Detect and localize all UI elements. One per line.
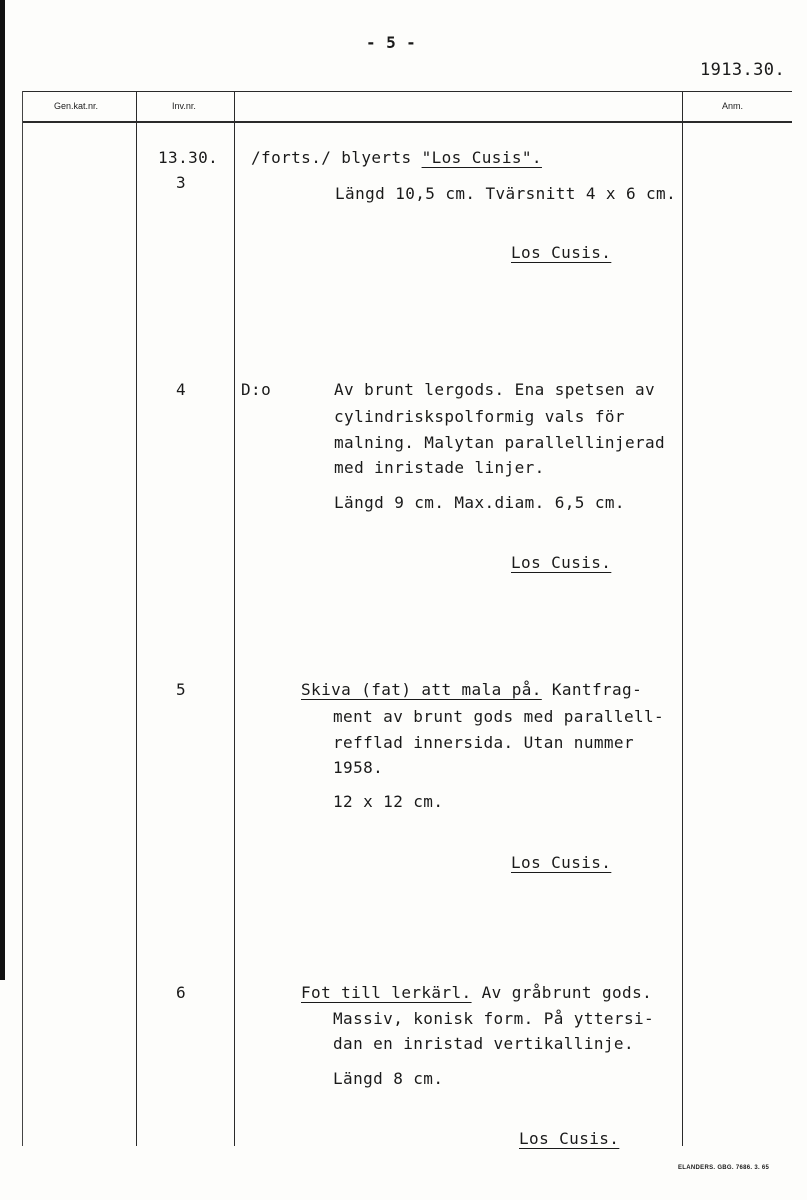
description-line: med inristade linjer. <box>334 458 545 477</box>
header-gen-kat: Gen.kat.nr. <box>54 101 99 111</box>
description-line: dan en inristad vertikallinje. <box>333 1034 634 1053</box>
description-line: cylindriskspolformig vals för <box>334 407 625 426</box>
inv-number: 3 <box>176 173 187 192</box>
description-line: Längd 9 cm. Max.diam. 6,5 cm. <box>334 493 625 512</box>
description-line: Massiv, konisk form. På yttersi- <box>333 1009 655 1028</box>
inv-number: 6 <box>176 983 187 1002</box>
header-anm: Anm. <box>722 101 744 111</box>
description-line: 1958. <box>333 758 384 777</box>
description-line: ment av brunt gods med parallell- <box>333 707 665 726</box>
description-line: Av brunt lergods. Ena spetsen av <box>334 380 656 399</box>
header-inv-nr: Inv.nr. <box>172 101 196 111</box>
inv-number: 5 <box>176 680 187 699</box>
printer-mark: ELANDERS. GBG. 7686. 3. 65 <box>678 1165 770 1171</box>
description-line: Skiva (fat) att mala på. Kantfrag- <box>301 680 643 699</box>
left-page-rule <box>22 91 23 1146</box>
page-number: - 5 - <box>366 33 417 52</box>
collector-signature: Los Cusis. <box>511 243 612 262</box>
column-rule-1 <box>136 91 137 1146</box>
collector-signature: Los Cusis. <box>511 853 612 872</box>
inv-number: 4 <box>176 380 187 399</box>
column-rule-2 <box>234 91 235 1146</box>
description-line: malning. Malytan parallellinjerad <box>334 433 666 452</box>
inv-number: 13.30. <box>158 148 219 167</box>
header-top-rule <box>22 91 792 92</box>
collector-signature: Los Cusis. <box>511 553 612 572</box>
binding-edge <box>0 0 5 980</box>
description-line: /forts./ blyerts "Los Cusis". <box>251 148 542 167</box>
description-line: Fot till lerkärl. Av gråbrunt gods. <box>301 983 653 1002</box>
description-line: refflad innersida. Utan nummer <box>333 733 634 752</box>
description-line: 12 x 12 cm. <box>333 792 444 811</box>
header-bottom-rule <box>22 121 792 123</box>
description-line: Längd 10,5 cm. Tvärsnitt 4 x 6 cm. <box>335 184 677 203</box>
collector-signature: Los Cusis. <box>519 1129 620 1148</box>
column-rule-3 <box>682 91 683 1146</box>
ditto-mark: D:o <box>241 380 272 399</box>
catalog-number: 1913.30. <box>700 60 786 80</box>
description-line: Längd 8 cm. <box>333 1069 444 1088</box>
